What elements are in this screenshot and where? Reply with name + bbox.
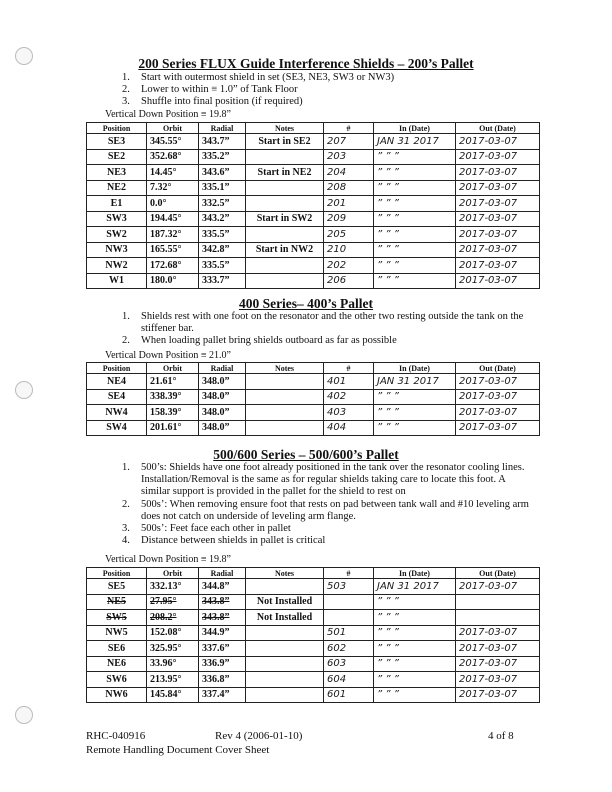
notes-cell xyxy=(246,405,324,421)
table-row xyxy=(87,149,540,165)
position-cell: SE3 xyxy=(87,134,147,150)
in-date-cell: ” ” ” xyxy=(374,610,456,626)
shield-number-cell: 404 xyxy=(324,420,374,436)
in-date-cell: ” ” ” xyxy=(374,389,456,405)
footer-revision: Rev 4 (2006-01-10) xyxy=(215,730,303,742)
section-400-table xyxy=(86,362,540,436)
notes-cell xyxy=(246,374,324,390)
section-400-vertical-down: Vertical Down Position ≡ 21.0” xyxy=(105,350,231,361)
shield-number-cell: 205 xyxy=(324,227,374,243)
orbit-cell: 14.45° xyxy=(147,165,199,181)
orbit-cell: 352.68° xyxy=(147,149,199,165)
out-date-cell: 2017-03-07 xyxy=(456,196,540,212)
radial-cell: 344.9” xyxy=(199,625,246,641)
table-header-row xyxy=(87,568,540,579)
in-date-cell: ” ” ” xyxy=(374,242,456,258)
column-header-out-date: Out (Date) xyxy=(456,568,540,579)
radial-cell: 335.5” xyxy=(199,258,246,274)
position-cell: SE2 xyxy=(87,149,147,165)
table-row xyxy=(87,579,540,595)
list-item: 1. Shields rest with one foot on the resonator and the other two resting outside the tank on the stiffener bar. xyxy=(122,311,524,335)
radial-cell: 343.6” xyxy=(199,165,246,181)
out-date-cell: 2017-03-07 xyxy=(456,625,540,641)
radial-cell: 335.2” xyxy=(199,149,246,165)
orbit-cell: 325.95° xyxy=(147,641,199,657)
out-date-cell: 2017-03-07 xyxy=(456,687,540,703)
section-500-table xyxy=(86,567,540,703)
radial-cell: 332.5” xyxy=(199,196,246,212)
notes-cell xyxy=(246,625,324,641)
column-header-position: Position xyxy=(87,568,147,579)
orbit-cell: 332.13° xyxy=(147,579,199,595)
position-cell: NE3 xyxy=(87,165,147,181)
table-row xyxy=(87,641,540,657)
out-date-cell: 2017-03-07 xyxy=(456,420,540,436)
position-cell: SW5 xyxy=(87,610,147,626)
in-date-cell: ” ” ” xyxy=(374,196,456,212)
orbit-cell: 21.61° xyxy=(147,374,199,390)
orbit-cell: 213.95° xyxy=(147,672,199,688)
notes-cell xyxy=(246,196,324,212)
list-item: 2. Lower to within ≡ 1.0” of Tank Floor xyxy=(122,84,298,96)
orbit-cell: 7.32° xyxy=(147,180,199,196)
orbit-cell: 201.61° xyxy=(147,420,199,436)
out-date-cell: 2017-03-07 xyxy=(456,389,540,405)
column-header-orbit: Orbit xyxy=(147,123,199,134)
column-header-num: # xyxy=(324,363,374,374)
notes-cell xyxy=(246,672,324,688)
in-date-cell: ” ” ” xyxy=(374,149,456,165)
column-header-notes: Notes xyxy=(246,123,324,134)
table-row xyxy=(87,405,540,421)
out-date-cell: 2017-03-07 xyxy=(456,180,540,196)
orbit-cell: 33.96° xyxy=(147,656,199,672)
in-date-cell: ” ” ” xyxy=(374,273,456,289)
notes-cell xyxy=(246,420,324,436)
column-header-in-date: In (Date) xyxy=(374,568,456,579)
out-date-cell: 2017-03-07 xyxy=(456,134,540,150)
shield-number-cell: 202 xyxy=(324,258,374,274)
out-date-cell: 2017-03-07 xyxy=(456,273,540,289)
radial-cell: 343.7” xyxy=(199,134,246,150)
table-header-row xyxy=(87,123,540,134)
in-date-cell: ” ” ” xyxy=(374,641,456,657)
shield-number-cell: 403 xyxy=(324,405,374,421)
out-date-cell xyxy=(456,610,540,626)
radial-cell: 342.8” xyxy=(199,242,246,258)
notes-cell xyxy=(246,579,324,595)
column-header-out-date: Out (Date) xyxy=(456,363,540,374)
radial-cell: 337.4” xyxy=(199,687,246,703)
section-500-vertical-down: Vertical Down Position ≡ 19.8” xyxy=(105,554,231,565)
shield-number-cell: 503 xyxy=(324,579,374,595)
footer-page-number: 4 of 8 xyxy=(488,730,514,742)
list-item: 2. 500s’: When removing ensure foot that rests on pad between tank wall and #10 leveling arm does not catch on underside of leveling arm flange. xyxy=(122,498,529,522)
orbit-cell: 0.0° xyxy=(147,196,199,212)
shield-number-cell xyxy=(324,610,374,626)
notes-cell xyxy=(246,180,324,196)
orbit-cell: 152.08° xyxy=(147,625,199,641)
column-header-out-date: Out (Date) xyxy=(456,123,540,134)
in-date-cell: ” ” ” xyxy=(374,165,456,181)
out-date-cell: 2017-03-07 xyxy=(456,165,540,181)
table-row xyxy=(87,672,540,688)
column-header-notes: Notes xyxy=(246,363,324,374)
in-date-cell: ” ” ” xyxy=(374,180,456,196)
notes-cell: Not Installed xyxy=(246,594,324,610)
position-cell: SE6 xyxy=(87,641,147,657)
notes-cell: Start in SW2 xyxy=(246,211,324,227)
position-cell: NE4 xyxy=(87,374,147,390)
table-row xyxy=(87,227,540,243)
binder-hole-bottom xyxy=(15,706,33,724)
column-header-orbit: Orbit xyxy=(147,363,199,374)
notes-cell: Start in NE2 xyxy=(246,165,324,181)
notes-cell: Not Installed xyxy=(246,610,324,626)
list-item: 4. Distance between shields in pallet is critical xyxy=(122,535,326,547)
position-cell: SE5 xyxy=(87,579,147,595)
section-200-title: 200 Series FLUX Guide Interference Shields – 200’s Pallet xyxy=(138,56,474,71)
section-500-title: 500/600 Series – 500/600’s Pallet xyxy=(213,447,399,462)
shield-number-cell: 401 xyxy=(324,374,374,390)
position-cell: NW5 xyxy=(87,625,147,641)
shield-number-cell: 209 xyxy=(324,211,374,227)
table-row xyxy=(87,211,540,227)
list-item: 1. Start with outermost shield in set (SE3, NE3, SW3 or NW3) xyxy=(122,72,395,83)
radial-cell: 343.2” xyxy=(199,211,246,227)
orbit-cell: 172.68° xyxy=(147,258,199,274)
list-item: 2. When loading pallet bring shields outboard as far as possible xyxy=(122,335,397,347)
out-date-cell: 2017-03-07 xyxy=(456,656,540,672)
footer-doc-title: Remote Handling Document Cover Sheet xyxy=(86,744,270,756)
in-date-cell: ” ” ” xyxy=(374,405,456,421)
position-cell: NW2 xyxy=(87,258,147,274)
orbit-cell: 27.95° xyxy=(147,594,199,610)
shield-number-cell: 207 xyxy=(324,134,374,150)
position-cell: SE4 xyxy=(87,389,147,405)
column-header-radial: Radial xyxy=(199,568,246,579)
shield-number-cell: 204 xyxy=(324,165,374,181)
in-date-cell: ” ” ” xyxy=(374,594,456,610)
radial-cell: 335.5” xyxy=(199,227,246,243)
out-date-cell: 2017-03-07 xyxy=(456,579,540,595)
table-row xyxy=(87,594,540,610)
shield-number-cell: 210 xyxy=(324,242,374,258)
out-date-cell: 2017-03-07 xyxy=(456,405,540,421)
table-row xyxy=(87,389,540,405)
list-item: 3. Shuffle into final position (if required) xyxy=(122,96,303,108)
in-date-cell: ” ” ” xyxy=(374,672,456,688)
out-date-cell: 2017-03-07 xyxy=(456,641,540,657)
shield-number-cell: 604 xyxy=(324,672,374,688)
section-200-steps xyxy=(122,72,522,109)
table-row xyxy=(87,687,540,703)
position-cell: NW6 xyxy=(87,687,147,703)
position-cell: SW2 xyxy=(87,227,147,243)
column-header-radial: Radial xyxy=(199,363,246,374)
orbit-cell: 194.45° xyxy=(147,211,199,227)
shield-number-cell: 603 xyxy=(324,656,374,672)
orbit-cell: 158.39° xyxy=(147,405,199,421)
shield-number-cell: 206 xyxy=(324,273,374,289)
notes-cell xyxy=(246,258,324,274)
radial-cell: 333.7” xyxy=(199,273,246,289)
column-header-in-date: In (Date) xyxy=(374,123,456,134)
radial-cell: 343.8” xyxy=(199,594,246,610)
list-item: 3. 500s’: Feet face each other in pallet xyxy=(122,523,291,535)
orbit-cell: 345.55° xyxy=(147,134,199,150)
notes-cell xyxy=(246,389,324,405)
notes-cell xyxy=(246,149,324,165)
column-header-position: Position xyxy=(87,123,147,134)
position-cell: W1 xyxy=(87,273,147,289)
list-item: 1. 500’s: Shields have one foot already positioned in the tank over the resonator cooling lines. Installation/Removal is the same as for regular shields taking care to locate this foot. A similar support is provided in the pallet for the shield to rest on xyxy=(122,462,525,498)
position-cell: NW3 xyxy=(87,242,147,258)
notes-cell: Start in NW2 xyxy=(246,242,324,258)
position-cell: NE6 xyxy=(87,656,147,672)
section-200-vertical-down: Vertical Down Position ≡ 19.8” xyxy=(105,109,231,120)
table-row xyxy=(87,134,540,150)
position-cell: NW4 xyxy=(87,405,147,421)
in-date-cell: ” ” ” xyxy=(374,211,456,227)
notes-cell xyxy=(246,273,324,289)
out-date-cell: 2017-03-07 xyxy=(456,242,540,258)
binder-hole-middle xyxy=(15,381,33,399)
column-header-radial: Radial xyxy=(199,123,246,134)
table-row xyxy=(87,258,540,274)
footer-doc-id: RHC-040916 xyxy=(86,730,146,742)
shield-number-cell: 203 xyxy=(324,149,374,165)
column-header-position: Position xyxy=(87,363,147,374)
radial-cell: 348.0” xyxy=(199,374,246,390)
table-row xyxy=(87,196,540,212)
out-date-cell xyxy=(456,594,540,610)
table-row xyxy=(87,610,540,626)
notes-cell: Start in SE2 xyxy=(246,134,324,150)
table-header-row xyxy=(87,363,540,374)
out-date-cell: 2017-03-07 xyxy=(456,672,540,688)
orbit-cell: 208.2° xyxy=(147,610,199,626)
notes-cell xyxy=(246,227,324,243)
table-row xyxy=(87,180,540,196)
shield-number-cell: 208 xyxy=(324,180,374,196)
radial-cell: 343.8” xyxy=(199,610,246,626)
position-cell: SW3 xyxy=(87,211,147,227)
radial-cell: 337.6” xyxy=(199,641,246,657)
section-400-title: 400 Series– 400’s Pallet xyxy=(238,296,374,311)
shield-number-cell: 201 xyxy=(324,196,374,212)
position-cell: E1 xyxy=(87,196,147,212)
radial-cell: 348.0” xyxy=(199,389,246,405)
radial-cell: 336.9” xyxy=(199,656,246,672)
in-date-cell: JAN 31 2017 xyxy=(374,579,456,595)
shield-number-cell: 501 xyxy=(324,625,374,641)
section-500-steps xyxy=(122,462,532,547)
orbit-cell: 338.39° xyxy=(147,389,199,405)
shield-number-cell xyxy=(324,594,374,610)
position-cell: NE5 xyxy=(87,594,147,610)
table-row xyxy=(87,242,540,258)
notes-cell xyxy=(246,687,324,703)
column-header-notes: Notes xyxy=(246,568,324,579)
in-date-cell: ” ” ” xyxy=(374,420,456,436)
notes-cell xyxy=(246,641,324,657)
column-header-in-date: In (Date) xyxy=(374,363,456,374)
table-row xyxy=(87,625,540,641)
position-cell: SW4 xyxy=(87,420,147,436)
in-date-cell: JAN 31 2017 xyxy=(374,134,456,150)
position-cell: NE2 xyxy=(87,180,147,196)
orbit-cell: 165.55° xyxy=(147,242,199,258)
out-date-cell: 2017-03-07 xyxy=(456,374,540,390)
in-date-cell: ” ” ” xyxy=(374,625,456,641)
out-date-cell: 2017-03-07 xyxy=(456,149,540,165)
out-date-cell: 2017-03-07 xyxy=(456,211,540,227)
in-date-cell: ” ” ” xyxy=(374,656,456,672)
radial-cell: 348.0” xyxy=(199,405,246,421)
radial-cell: 348.0” xyxy=(199,420,246,436)
in-date-cell: ” ” ” xyxy=(374,687,456,703)
position-cell: SW6 xyxy=(87,672,147,688)
radial-cell: 335.1” xyxy=(199,180,246,196)
radial-cell: 344.8” xyxy=(199,579,246,595)
orbit-cell: 180.0° xyxy=(147,273,199,289)
in-date-cell: JAN 31 2017 xyxy=(374,374,456,390)
table-row xyxy=(87,273,540,289)
radial-cell: 336.8” xyxy=(199,672,246,688)
shield-number-cell: 601 xyxy=(324,687,374,703)
out-date-cell: 2017-03-07 xyxy=(456,227,540,243)
table-row xyxy=(87,165,540,181)
orbit-cell: 145.84° xyxy=(147,687,199,703)
column-header-orbit: Orbit xyxy=(147,568,199,579)
notes-cell xyxy=(246,656,324,672)
orbit-cell: 187.32° xyxy=(147,227,199,243)
shield-number-cell: 602 xyxy=(324,641,374,657)
shield-number-cell: 402 xyxy=(324,389,374,405)
in-date-cell: ” ” ” xyxy=(374,258,456,274)
table-row xyxy=(87,374,540,390)
section-400-steps xyxy=(122,311,532,348)
out-date-cell: 2017-03-07 xyxy=(456,258,540,274)
column-header-num: # xyxy=(324,568,374,579)
table-row xyxy=(87,420,540,436)
column-header-num: # xyxy=(324,123,374,134)
table-row xyxy=(87,656,540,672)
in-date-cell: ” ” ” xyxy=(374,227,456,243)
section-200-table xyxy=(86,122,540,289)
